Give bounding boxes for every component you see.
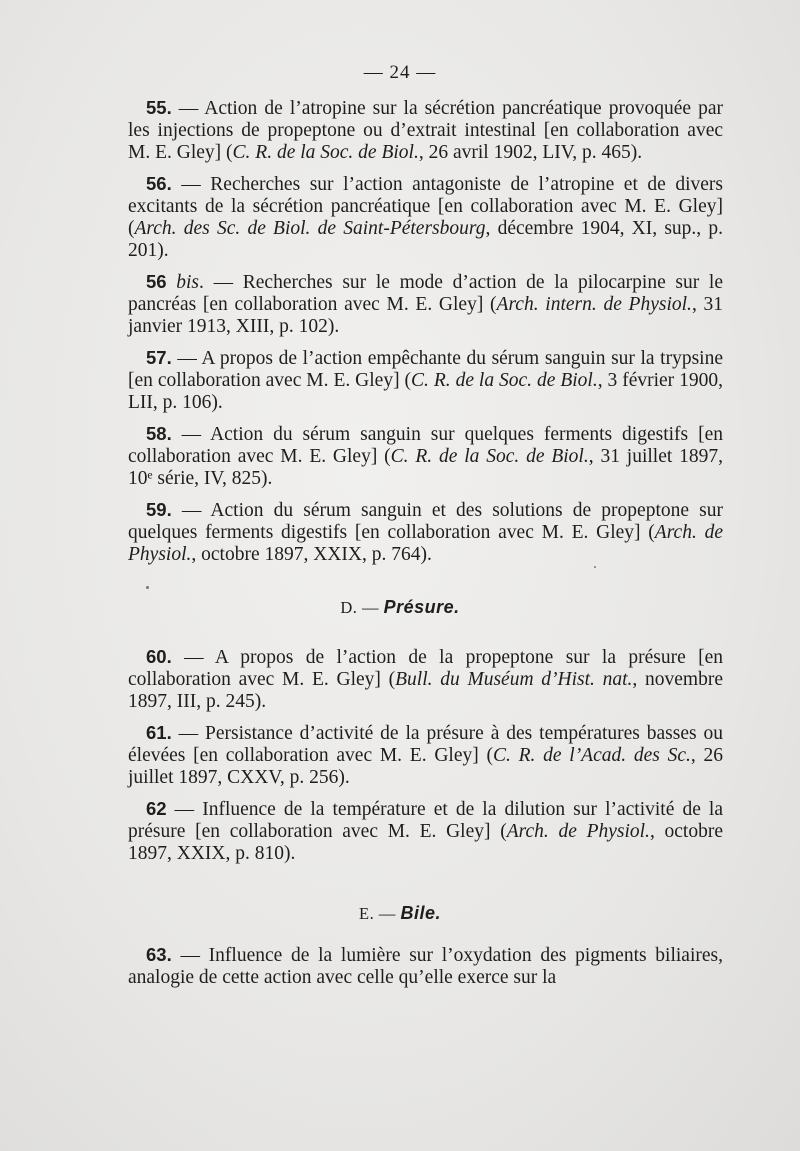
entry-citation: C. R. de l’Acad. des Sc. xyxy=(492,745,691,766)
bibliography-entry xyxy=(128,173,723,262)
section-prefix: D. — xyxy=(340,598,384,617)
page-number: — 24 — xyxy=(363,62,437,83)
entry-text: , 26 juillet 1897, CXXV, p. 256). xyxy=(128,745,724,788)
entry-citation: Bull. du Muséum d’Hist. nat. xyxy=(395,669,633,690)
entry-number: 63. xyxy=(146,944,172,965)
entries-group-3 xyxy=(128,944,723,989)
entry-text: — Action du sérum sanguin sur quelques ferments digestifs [en collaboration avec M. E. Gley] ( xyxy=(128,424,723,467)
entry-citation: C. R. de la Soc. de Biol. xyxy=(232,142,419,163)
entry-number: 55. xyxy=(146,97,172,118)
entry-number: 56. xyxy=(146,173,172,194)
entry-text: , novembre 1897, III, p. 245). xyxy=(128,669,723,712)
bibliography-entry xyxy=(128,347,723,414)
entry-number: 61. xyxy=(146,722,172,743)
bibliography-entry xyxy=(128,423,723,490)
entry-text: , 31 juillet 1897, 10ᵉ série, IV, 825). xyxy=(128,446,723,489)
bibliography-entry xyxy=(128,944,723,989)
entry-citation: Arch. des Sc. de Biol. de Saint-Pétersbourg xyxy=(134,218,486,239)
entry-citation: bis xyxy=(176,272,200,293)
entry-text: . — Recherches sur le mode d’action de la pilocarpine sur le pancréas [en collaboration avec M. E. Gley] ( xyxy=(128,272,724,315)
section-heading-d xyxy=(0,597,800,618)
entry-citation: C. R. de la Soc. de Biol. xyxy=(411,370,598,391)
bibliography-entry xyxy=(128,646,723,713)
bibliography-entry xyxy=(128,97,723,164)
entry-text: — Influence de la lumière sur l’oxydation des pigments biliaires, analogie de cette action avec celle qu’elle exerce sur la xyxy=(128,945,723,988)
bibliography-entry xyxy=(128,722,723,789)
entry-text xyxy=(167,272,177,293)
entry-number: 60. xyxy=(146,646,172,667)
entry-text: , octobre 1897, XXIX, p. 764). xyxy=(191,544,432,565)
section-prefix: E. — xyxy=(359,904,401,923)
entry-citation: Arch. de Physiol. xyxy=(506,821,650,842)
entry-citation: Arch. de Physiol. xyxy=(128,522,723,565)
entries-group-1 xyxy=(128,97,723,566)
entry-text: — Persistance d’activité de la présure à des températures basses ou élevées [en collaboration avec M. E. Gley] ( xyxy=(128,723,723,766)
entry-text: , décembre 1904, XI, sup., p. 201). xyxy=(128,218,723,261)
entry-text: — Action du sérum sanguin et des solutions de propeptone sur quelques ferments digestifs [en collaboration avec M. E. Gley] ( xyxy=(128,500,723,543)
entry-number: 62 xyxy=(146,798,167,819)
entry-citation: C. R. de la Soc. de Biol. xyxy=(390,446,589,467)
bibliography-entry xyxy=(128,798,723,865)
section-title: Bile. xyxy=(400,903,441,923)
entry-text: , 26 avril 1902, LIV, p. 465). xyxy=(418,142,643,163)
print-speck xyxy=(146,586,149,589)
entry-text: — A propos de l’action de la propeptone sur la présure [en collaboration avec M. E. Gley] ( xyxy=(128,647,723,690)
entry-number: 59. xyxy=(146,499,172,520)
entry-text: — Action de l’atropine sur la sécrétion pancréatique provoquée par les injections de propeptone ou d’extrait intestinal [en collaboration avec M. E. Gley] ( xyxy=(128,98,723,163)
section-title: Présure. xyxy=(383,597,460,617)
entry-text: — Influence de la température et de la dilution sur l’activité de la présure [en collaboration avec M. E. Gley] ( xyxy=(128,799,723,842)
bibliography-entry xyxy=(128,271,723,338)
entry-number: 58. xyxy=(146,423,172,444)
entry-number: 57. xyxy=(146,347,172,368)
entry-number: 56 xyxy=(146,271,167,292)
print-speck xyxy=(594,566,596,568)
entry-text: , 31 janvier 1913, XIII, p. 102). xyxy=(128,294,724,337)
entry-citation: Arch. intern. de Physiol. xyxy=(496,294,692,315)
entry-text: , 3 février 1900, LII, p. 106). xyxy=(128,370,723,413)
entry-text: — A propos de l’action empêchante du sérum sanguin sur la trypsine [en collaboration avec M. E. Gley] ( xyxy=(128,348,723,391)
entry-text: — Recherches sur l’action antagoniste de l’atropine et de divers excitants de la sécrétion pancréatique [en collaboration avec M. E. Gley] ( xyxy=(128,174,723,239)
entry-text: , octobre 1897, XXIX, p. 810). xyxy=(128,821,723,864)
bibliography-entry xyxy=(128,499,723,566)
section-heading-e xyxy=(0,903,800,924)
entries-group-2 xyxy=(128,646,723,865)
